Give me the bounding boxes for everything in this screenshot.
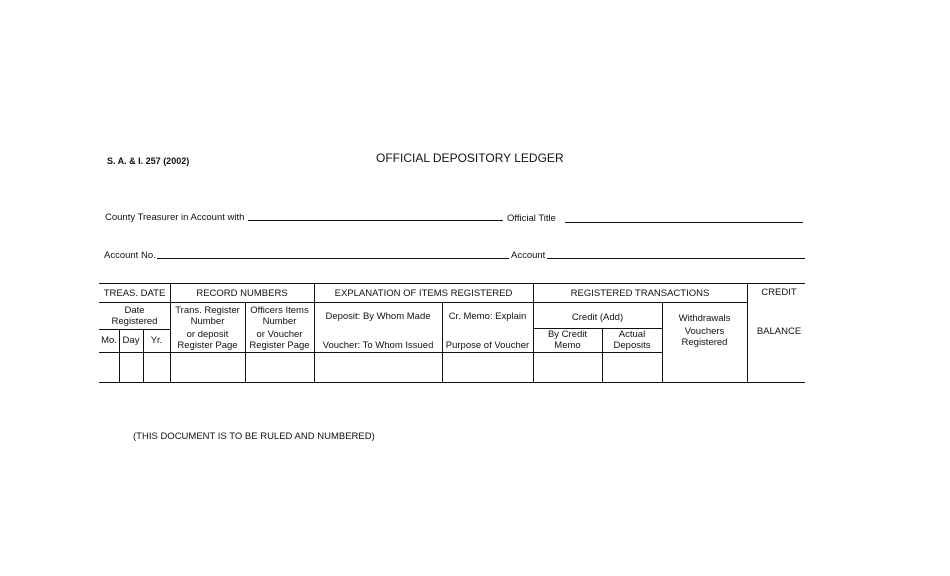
yr-header: Yr. — [150, 335, 163, 346]
officers-items-line1: Officers Items — [250, 305, 309, 316]
or-deposit-line2: Register Page — [177, 340, 238, 351]
ruled-numbered-note: (THIS DOCUMENT IS TO BE RULED AND NUMBERED) — [133, 431, 375, 442]
actual-deposits-header — [602, 329, 662, 351]
account-label: Account — [511, 250, 546, 261]
credit-header: CREDIT — [761, 286, 797, 298]
deposit-by-whom-header: Deposit: By Whom Made — [325, 310, 431, 322]
entry-officers-items-cell[interactable] — [246, 353, 314, 382]
date-registered-line1: Date — [124, 305, 145, 316]
voucher-to-whom-header: Voucher: To Whom Issued — [322, 339, 434, 351]
table-header-rule — [99, 302, 747, 303]
entry-trans-register-cell[interactable] — [171, 353, 245, 382]
purpose-of-voucher-header: Purpose of Voucher — [445, 339, 530, 351]
trans-register-line2: Number — [190, 316, 225, 327]
account-field[interactable] — [547, 258, 805, 259]
or-voucher-header — [245, 328, 314, 352]
or-deposit-line1: or deposit — [186, 329, 229, 340]
officers-items-line2: Number — [262, 316, 297, 327]
or-voucher-line1: or Voucher — [256, 329, 303, 340]
entry-memo-cell[interactable] — [443, 353, 533, 382]
or-deposit-header — [170, 328, 245, 352]
trans-register-header — [170, 304, 245, 328]
official-title-label: Official Title — [507, 213, 556, 224]
withdrawals-line3: Registered — [681, 336, 728, 348]
entry-yr-cell[interactable] — [144, 353, 170, 382]
explanation-header: EXPLANATION OF ITEMS REGISTERED — [334, 287, 513, 299]
table-bottom-rule — [99, 382, 805, 383]
credit-add-header: Credit (Add) — [571, 311, 624, 323]
entry-balance-cell[interactable] — [748, 353, 805, 382]
cr-memo-explain-header: Cr. Memo: Explain — [448, 310, 527, 322]
county-treasurer-field[interactable] — [248, 220, 503, 221]
treas-date-header: TREAS. DATE — [103, 287, 166, 299]
entry-day-cell[interactable] — [120, 353, 143, 382]
date-registered-line2: Registered — [111, 316, 158, 327]
by-credit-memo-header — [533, 329, 602, 351]
county-treasurer-label: County Treasurer in Account with — [105, 212, 245, 223]
page-title: OFFICIAL DEPOSITORY LEDGER — [376, 151, 564, 165]
or-voucher-line2: Register Page — [249, 340, 310, 351]
account-no-field[interactable] — [157, 258, 509, 259]
entry-mo-cell[interactable] — [99, 353, 119, 382]
record-numbers-header: RECORD NUMBERS — [196, 287, 288, 299]
mo-header: Mo. — [101, 335, 117, 346]
actual-deposits-line1: Actual — [618, 329, 646, 340]
date-registered-header — [99, 304, 170, 328]
officers-items-header — [245, 304, 314, 328]
form-number: S. A. & I. 257 (2002) — [107, 156, 190, 166]
entry-actual-deposits-cell[interactable] — [603, 353, 662, 382]
entry-credit-memo-cell[interactable] — [534, 353, 602, 382]
registered-transactions-header: REGISTERED TRANSACTIONS — [570, 287, 710, 299]
entry-withdrawals-cell[interactable] — [663, 353, 747, 382]
withdrawals-line1: Withdrawals — [678, 312, 731, 324]
day-header: Day — [122, 335, 140, 346]
by-credit-memo-line2: Memo — [554, 340, 581, 351]
account-no-label: Account No. — [104, 250, 156, 261]
withdrawals-line2: Vouchers — [684, 325, 725, 337]
entry-deposit-cell[interactable] — [315, 353, 442, 382]
balance-header: BALANCE — [756, 325, 802, 337]
withdrawals-header — [662, 311, 747, 349]
by-credit-memo-line1: By Credit — [547, 329, 588, 340]
trans-register-line1: Trans. Register — [175, 305, 240, 316]
actual-deposits-line2: Deposits — [613, 340, 651, 351]
official-title-field[interactable] — [565, 222, 803, 223]
